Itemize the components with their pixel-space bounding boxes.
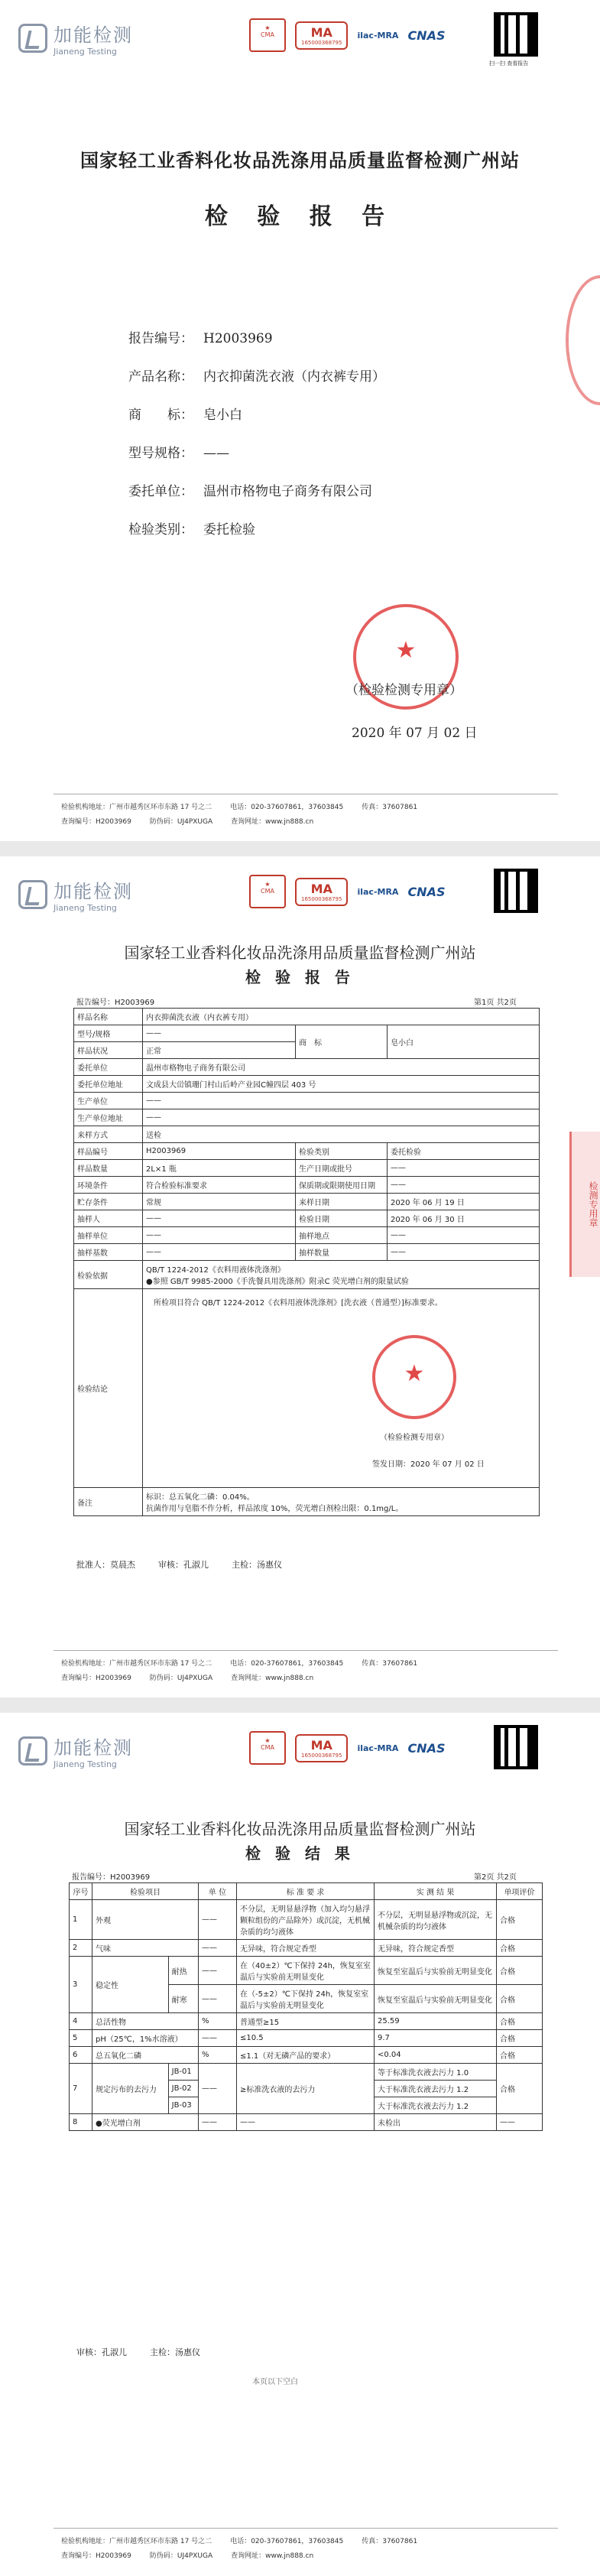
table-row: 来样方式 送检 — [74, 1126, 540, 1143]
table-row: 7 规定污布的去污力 JB-01 —— ≥标准洗衣液的去污力 等于标准洗衣液去污力 1.0 合格 — [70, 2064, 543, 2081]
table-row: 抽样基数 —— 抽样数量 —— — [74, 1244, 540, 1261]
cnas-mark: CNAS — [407, 28, 446, 43]
footer-divider — [54, 1650, 558, 1651]
cnas-mark: CNAS — [407, 1740, 446, 1756]
footer-divider — [54, 2528, 558, 2529]
seal-star-icon: ★ — [395, 637, 417, 664]
edge-seal — [566, 275, 600, 405]
cma-mark: MA 165000368795 — [295, 21, 348, 50]
table-row: 委托单位地址 文成县大峃镇珊门村山后岭产业园C幢四层 403 号 — [74, 1076, 540, 1093]
report-no: 报告编号：H2003969 — [76, 999, 155, 1007]
table-row: 委托单位 温州市格物电子商务有限公司 — [74, 1059, 540, 1076]
logo-cn: 加能检测 — [54, 881, 133, 902]
table-row: 样品名称 内衣抑菌洗衣液（内衣裤专用） — [74, 1009, 540, 1025]
logo-cn: 加能检测 — [54, 24, 133, 46]
table-row: 5 pH（25℃，1%水溶液） —— ≤10.5 9.7 合格 — [70, 2030, 543, 2047]
report-title: 检 验 报 告 — [245, 968, 355, 986]
ilac-mark: ilac-MRA — [357, 1743, 399, 1753]
table-row: 环境条件 符合检验标准要求 保质期或限期使用日期 —— — [74, 1177, 540, 1194]
certification-marks — [249, 18, 445, 52]
logo-en: Jianeng Testing — [54, 903, 117, 913]
table-row: 生产单位 —— — [74, 1093, 540, 1109]
logo-en: Jianeng Testing — [54, 1759, 117, 1769]
table-row: 2 气味 —— 无异味，符合规定香型 无异味，符合规定香型 合格 — [70, 1940, 543, 1957]
table-header: 序号 检验项目 单 位 标 准 要 求 实 测 结 果 单项评价 — [70, 1883, 543, 1900]
field-category: 检验类别： 委托检验 — [128, 522, 255, 538]
accreditation-badge-icon: ★ CMA — [249, 18, 286, 52]
table-row: 3 稳定性 耐热 —— 在（40±2）℃下保持 24h，恢复室室温后与实验前无明显变化 恢复至室温后与实验前无明显变化 合格 — [70, 1957, 543, 1985]
report-seal — [372, 1335, 456, 1419]
company-logo — [18, 876, 133, 913]
page-indicator: 第1页 共2页 — [474, 999, 517, 1007]
cma-mark: MA 165000368795 — [295, 878, 348, 906]
certification-marks — [249, 875, 445, 908]
field-brand: 商 标： 皂小白 — [128, 408, 242, 423]
footer: 检验机构地址：广州市越秀区环市东路 17 号之二 电话：020-37607861，37603845 传真：37607861 查询编号：H2003969 防伪码：UJ4PXUGA 查询网址：www.jn888.cn — [61, 2538, 418, 2560]
table-row: 生产单位地址 —— — [74, 1109, 540, 1126]
table-row: 样品数量 2L×1 瓶 生产日期或批号 —— — [74, 1160, 540, 1177]
accreditation-badge-icon: ★ CMA — [249, 875, 286, 908]
table-row: 耐寒 —— 在（-5±2）℃下保持 24h，恢复室室温后与实验前无明显变化 恢复至室温后与实验前无明显变化 合格 — [70, 1985, 543, 2013]
org-title: 国家轻工业香料化妆品洗涤用品质量监督检测广州站 — [80, 149, 520, 171]
ilac-mark: ilac-MRA — [357, 30, 399, 41]
cover-page — [0, 0, 600, 841]
table-row: 型号/规格 —— 商 标 皂小白 — [74, 1025, 540, 1042]
field-report-no: 报告编号： H2003969 — [128, 331, 273, 346]
results-table — [69, 1882, 543, 2131]
ilac-mark: ilac-MRA — [357, 886, 399, 897]
report-page — [0, 856, 600, 1697]
accreditation-badge-icon: ★ CMA — [249, 1731, 286, 1765]
table-row: 样品编号 H2003969 检验类别 委托检验 — [74, 1143, 540, 1160]
logo-mark-icon — [18, 24, 47, 53]
seal-note: （检验检测专用章） — [345, 683, 462, 698]
results-signature-line: 审核：孔淑儿 主检：汤惠仪 — [76, 2347, 200, 2357]
qr-caption: 扫一扫 查看报告 — [489, 60, 529, 67]
logo-mark-icon — [18, 880, 47, 909]
company-logo — [18, 20, 133, 57]
footer: 检验机构地址：广州市越秀区环市东路 17 号之二 电话：020-37607861，37603845 传真：37607861 查询编号：H2003969 防伪码：UJ4PXUGA 查询网址：www.jn888.cn — [61, 804, 418, 826]
results-report-no: 报告编号：H2003969 — [72, 1873, 151, 1882]
table-row: 贮存条件 常规 来样日期 2020 年 06 月 19 日 — [74, 1194, 540, 1210]
table-row: 6 总五氧化二磷 % ≤1.1（对无磷产品的要求） <0.04 合格 — [70, 2047, 543, 2064]
table-row: 样品状况 正常 — [74, 1042, 540, 1059]
signature-line: 批准人：莫晨杰 审核：孔淑儿 主检：汤惠仪 — [76, 1560, 282, 1570]
blank-note: 本页以下空白 — [252, 2378, 298, 2386]
table-row: 抽样人 —— 检验日期 2020 年 06 月 30 日 — [74, 1210, 540, 1227]
logo-cn: 加能检测 — [54, 1737, 133, 1759]
results-org-title: 国家轻工业香料化妆品洗涤用品质量监督检测广州站 — [124, 1820, 476, 1838]
results-title: 检 验 结 果 — [245, 1844, 355, 1863]
table-row: 检验结论 所检项目符合 QB/T 1224-2012《衣料用液体洗涤剂》[洗衣液（普通型）]标准要求。 ★ （检验检测专用章） 签发日期：2020 年 07 月 02 日 — [74, 1289, 540, 1488]
results-page — [0, 1713, 600, 2576]
cnas-mark: CNAS — [407, 884, 446, 899]
certification-marks — [249, 1731, 445, 1765]
seal-star-icon: ★ — [404, 1360, 425, 1387]
cma-mark: MA 165000368795 — [295, 1734, 348, 1762]
footer: 检验机构地址：广州市越秀区环市东路 17 号之二 电话：020-37607861，37603845 传真：37607861 查询编号：H2003969 防伪码：UJ4PXUGA 查询网址：www.jn888.cn — [61, 1660, 418, 1682]
field-client: 委托单位： 温州市格物电子商务有限公司 — [128, 484, 372, 499]
qr-code-icon[interactable] — [494, 12, 538, 57]
table-row: 抽样单位 —— 抽样地点 —— — [74, 1227, 540, 1244]
report-table — [73, 1008, 540, 1516]
field-model: 型号规格： —— — [128, 446, 229, 461]
qr-code-icon[interactable] — [494, 869, 538, 913]
report-org-title: 国家轻工业香料化妆品洗涤用品质量监督检测广州站 — [124, 944, 476, 962]
table-row: JB-03 大于标准洗衣液去污力 1.2 — [70, 2097, 543, 2114]
table-row: JB-02 大于标准洗衣液去污力 1.2 — [70, 2081, 543, 2097]
side-seal: 检测专用章 — [569, 1132, 600, 1277]
results-page-indicator: 第2页 共2页 — [474, 1873, 517, 1882]
issue-date: 2020 年 07 月 02 日 — [352, 726, 478, 741]
table-row: 1 外观 —— 不分层，无明显悬浮物（加入均匀悬浮颗粒组份的产品除外）或沉淀，无机械杂质的均匀液体 不分层，无明显悬浮物或沉淀，无机械杂质的均匀液体 合格 — [70, 1900, 543, 1940]
table-row: 检验依据 QB/T 1224-2012《衣料用液体洗涤剂》 ●参照 GB/T 9985-2000《手洗餐具用洗涤剂》附录C 荧光增白剂的限量试验 — [74, 1261, 540, 1289]
logo-en: Jianeng Testing — [54, 47, 117, 57]
table-row: 8 ●荧光增白剂 —— —— 未检出 —— — [70, 2114, 543, 2131]
logo-mark-icon — [18, 1736, 47, 1766]
table-row: 4 总活性物 % 普通型≥15 25.59 合格 — [70, 2013, 543, 2030]
table-row: 备注 标识：总五氧化二磷：0.04%。 抗菌作用与皂脂不作分析，样品浓度 10%，荧光增白剂检出限：0.1mg/L。 — [74, 1488, 540, 1516]
qr-code-icon[interactable] — [494, 1725, 538, 1769]
company-logo — [18, 1733, 133, 1769]
field-product-name: 产品名称： 内衣抑菌洗衣液（内衣裤专用） — [128, 369, 385, 385]
doc-title: 检 验 报 告 — [204, 203, 396, 230]
